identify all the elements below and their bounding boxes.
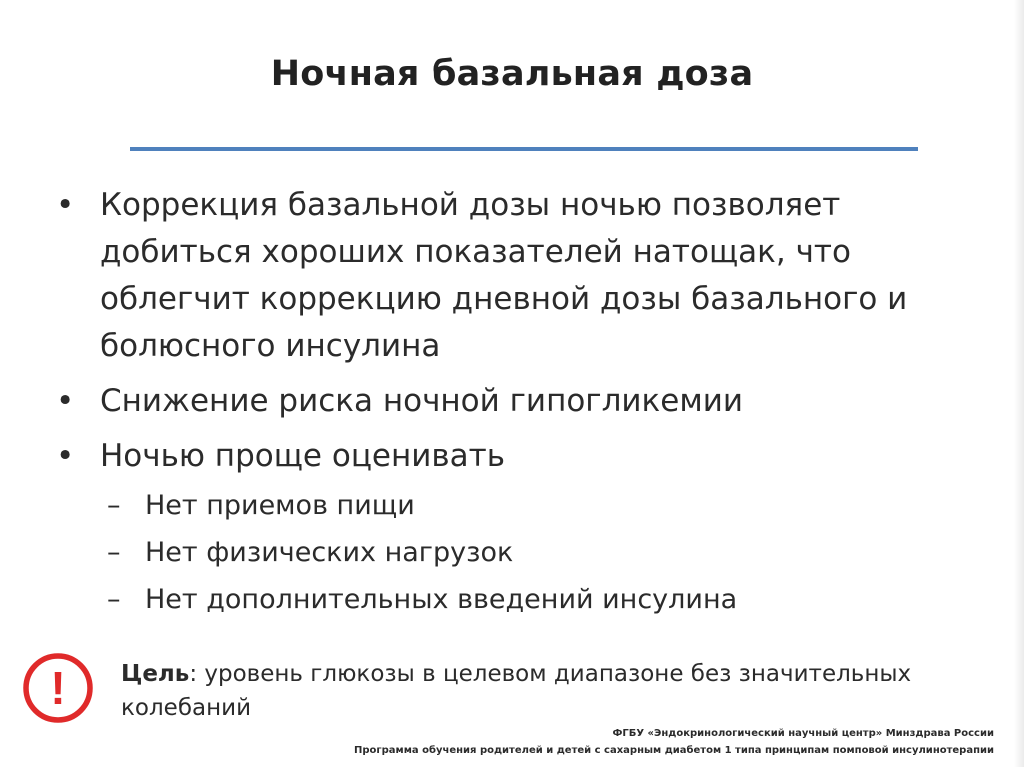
footer-program: Программа обучения родителей и детей с сахарным диабетом 1 типа принципам помповой инсулинотерапии bbox=[354, 745, 994, 756]
sub-bullet-item bbox=[52, 535, 992, 571]
sub-bullet-text: Нет физических нагрузок bbox=[145, 537, 514, 568]
bullet-text: Ночью проще оценивать bbox=[100, 438, 505, 474]
sub-bullet-text: Нет приемов пищи bbox=[145, 490, 415, 521]
bullet-item bbox=[52, 378, 992, 425]
bullet-text: Снижение риска ночной гипогликемии bbox=[100, 383, 744, 419]
slide-edge-shadow bbox=[1014, 0, 1024, 767]
dash-mark: – bbox=[107, 537, 121, 568]
alert-icon-mark: ! bbox=[50, 662, 66, 714]
title-underline bbox=[130, 147, 918, 151]
goal-label: Цель bbox=[121, 661, 190, 687]
bullet-item bbox=[52, 433, 992, 480]
bullet-list bbox=[52, 182, 992, 629]
bullet-mark: • bbox=[56, 187, 75, 223]
sub-bullet-text: Нет дополнительных введений инсулина bbox=[145, 584, 738, 615]
dash-mark: – bbox=[107, 584, 121, 615]
exclamation-alert-icon bbox=[22, 652, 94, 724]
sub-bullet-item bbox=[52, 582, 992, 618]
slide-title: Ночная базальная доза bbox=[270, 54, 754, 94]
bullet-text: Коррекция базальной дозы ночью позволяет добиться хороших показателей натощак, что облегчит коррекцию дневной дозы базального и болюсного инсулина bbox=[100, 187, 908, 364]
goal-statement bbox=[121, 657, 921, 725]
sub-bullet-item bbox=[52, 488, 992, 524]
footer-organization: ФГБУ «Эндокринологический научный центр» Минздрава России bbox=[612, 728, 994, 739]
bullet-item bbox=[52, 182, 992, 370]
bullet-mark: • bbox=[56, 438, 75, 474]
footer bbox=[354, 725, 994, 759]
dash-mark: – bbox=[107, 490, 121, 521]
goal-text: : уровень глюкозы в целевом диапазоне без значительных колебаний bbox=[121, 661, 912, 721]
bullet-mark: • bbox=[56, 383, 75, 419]
